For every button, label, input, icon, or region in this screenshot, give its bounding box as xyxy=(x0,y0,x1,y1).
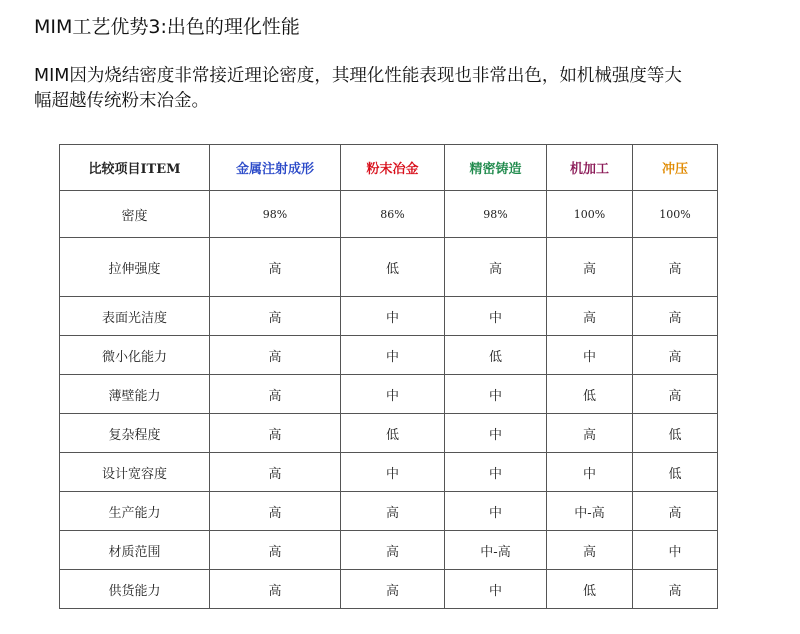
header-machining: 机加工 xyxy=(547,145,633,191)
table-cell: 低 xyxy=(341,414,445,453)
table-cell: 低 xyxy=(633,414,718,453)
table-cell: 低 xyxy=(547,570,633,609)
table-row xyxy=(60,336,718,375)
table-cell: 高 xyxy=(210,492,341,531)
table-cell: 中-高 xyxy=(445,531,547,570)
header-precision-casting: 精密铸造 xyxy=(445,145,547,191)
intro-line-1: MIM因为烧结密度非常接近理论密度，其理化性能表现也非常出色，如机械强度等大 xyxy=(34,66,682,86)
table-cell: 低 xyxy=(547,375,633,414)
header-corner-cell: 比较项目ITEM xyxy=(60,145,210,191)
table-cell: 中 xyxy=(547,336,633,375)
table-cell: 中 xyxy=(445,297,547,336)
table-cell: 高 xyxy=(547,531,633,570)
table-cell: 高 xyxy=(210,297,341,336)
table-row xyxy=(60,492,718,531)
row-label: 微小化能力 xyxy=(60,336,210,375)
table-cell: 100% xyxy=(547,191,633,238)
row-label: 密度 xyxy=(60,191,210,238)
page-heading: MIM工艺优势3:出色的理化性能 xyxy=(34,16,300,38)
table-header-row xyxy=(60,145,718,191)
table-cell: 高 xyxy=(210,453,341,492)
row-label: 供货能力 xyxy=(60,570,210,609)
table-cell: 高 xyxy=(633,238,718,297)
table-cell: 中 xyxy=(445,453,547,492)
table-cell: 高 xyxy=(341,531,445,570)
row-label: 薄壁能力 xyxy=(60,375,210,414)
table-cell: 高 xyxy=(633,375,718,414)
table-row xyxy=(60,375,718,414)
table-cell: 高 xyxy=(210,570,341,609)
row-label: 拉伸强度 xyxy=(60,238,210,297)
header-powder-metallurgy: 粉末冶金 xyxy=(341,145,445,191)
table-cell: 高 xyxy=(445,238,547,297)
intro-paragraph xyxy=(34,64,774,114)
table-cell: 中 xyxy=(341,297,445,336)
intro-line-2: 幅超越传统粉末冶金。 xyxy=(34,91,209,111)
table-cell: 高 xyxy=(547,238,633,297)
table-row xyxy=(60,453,718,492)
table-cell: 中 xyxy=(445,375,547,414)
header-stamping: 冲压 xyxy=(633,145,718,191)
table-cell: 中 xyxy=(341,453,445,492)
table-cell: 低 xyxy=(445,336,547,375)
table-cell: 高 xyxy=(210,375,341,414)
table-cell: 高 xyxy=(210,336,341,375)
table-cell: 高 xyxy=(210,238,341,297)
table-cell: 中 xyxy=(341,336,445,375)
table-row xyxy=(60,238,718,297)
table-cell: 高 xyxy=(210,531,341,570)
row-label: 复杂程度 xyxy=(60,414,210,453)
table-cell: 高 xyxy=(341,492,445,531)
row-label: 生产能力 xyxy=(60,492,210,531)
table-cell: 高 xyxy=(633,492,718,531)
table-cell: 86% xyxy=(341,191,445,238)
table-cell: 100% xyxy=(633,191,718,238)
table-cell: 中 xyxy=(547,453,633,492)
table-cell: 高 xyxy=(341,570,445,609)
table-cell: 中 xyxy=(445,414,547,453)
table-cell: 98% xyxy=(210,191,341,238)
row-label: 设计宽容度 xyxy=(60,453,210,492)
table-cell: 高 xyxy=(547,297,633,336)
table-cell: 高 xyxy=(210,414,341,453)
table-cell: 低 xyxy=(341,238,445,297)
row-label: 材质范围 xyxy=(60,531,210,570)
table-row xyxy=(60,531,718,570)
header-mim: 金属注射成形 xyxy=(210,145,341,191)
table-row xyxy=(60,191,718,238)
table-cell: 高 xyxy=(633,297,718,336)
table-cell: 中 xyxy=(341,375,445,414)
row-label: 表面光洁度 xyxy=(60,297,210,336)
table-cell: 中-高 xyxy=(547,492,633,531)
table-cell: 高 xyxy=(633,570,718,609)
table-cell: 高 xyxy=(547,414,633,453)
table-cell: 98% xyxy=(445,191,547,238)
table-row xyxy=(60,297,718,336)
comparison-table xyxy=(59,144,718,609)
table-cell: 低 xyxy=(633,453,718,492)
table-cell: 高 xyxy=(633,336,718,375)
table-cell: 中 xyxy=(445,492,547,531)
table-row xyxy=(60,570,718,609)
table-cell: 中 xyxy=(445,570,547,609)
table-cell: 中 xyxy=(633,531,718,570)
table-row xyxy=(60,414,718,453)
